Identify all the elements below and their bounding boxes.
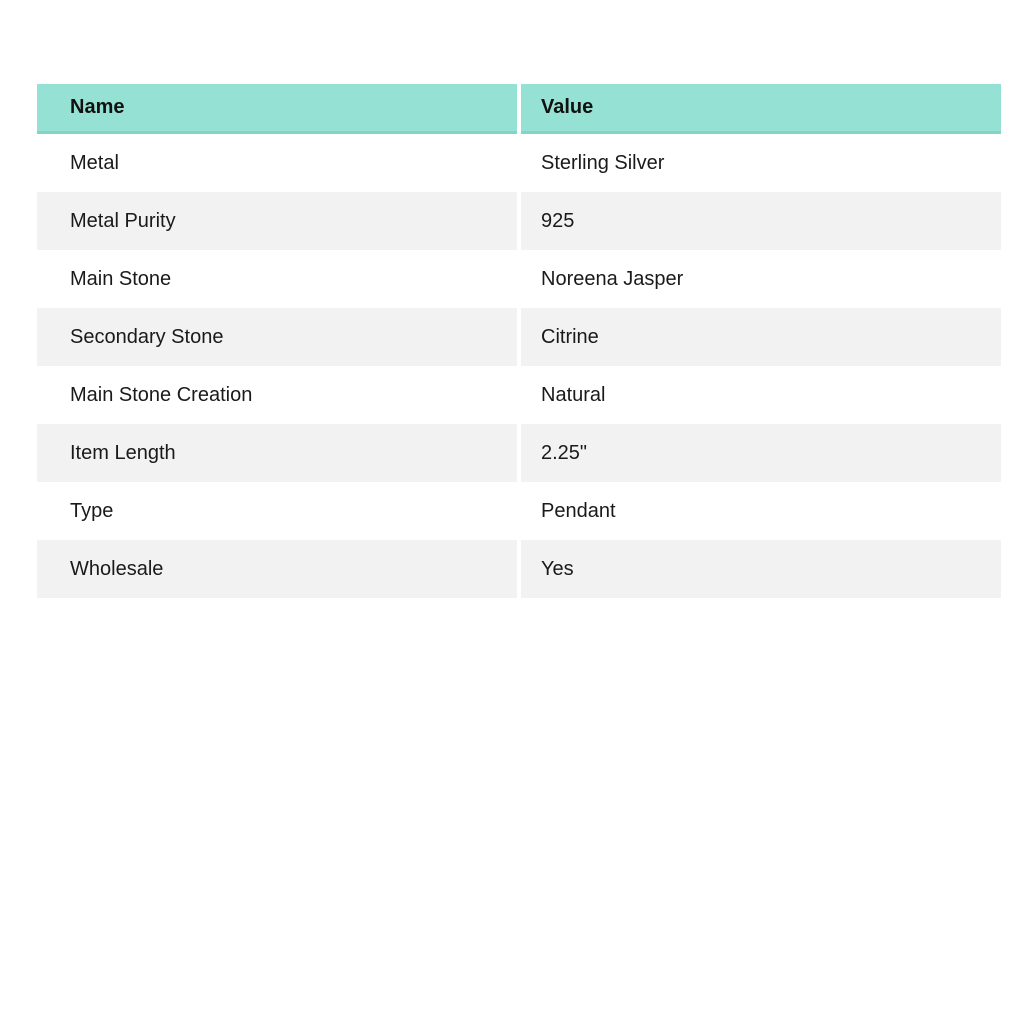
- attribute-name-cell: Wholesale: [37, 540, 519, 598]
- header-row: [37, 84, 1001, 133]
- attribute-name-cell: Metal: [37, 133, 519, 193]
- attribute-name-cell: Metal Purity: [37, 192, 519, 250]
- attribute-value-cell: Noreena Jasper: [519, 250, 1001, 308]
- attribute-value-cell: Sterling Silver: [519, 133, 1001, 193]
- attribute-name-cell: Secondary Stone: [37, 308, 519, 366]
- attribute-value-cell: Citrine: [519, 308, 1001, 366]
- product-attributes-table: [37, 84, 1001, 598]
- table-row: [37, 540, 1001, 598]
- table-row: [37, 482, 1001, 540]
- table-row: [37, 424, 1001, 482]
- attribute-name-cell: Item Length: [37, 424, 519, 482]
- table-row: [37, 250, 1001, 308]
- table-header: [37, 84, 1001, 133]
- table-row: [37, 133, 1001, 193]
- attribute-name-cell: Main Stone Creation: [37, 366, 519, 424]
- column-header-name: Name: [37, 84, 519, 133]
- attribute-value-cell: 925: [519, 192, 1001, 250]
- table-row: [37, 308, 1001, 366]
- table-row: [37, 192, 1001, 250]
- attribute-value-cell: Pendant: [519, 482, 1001, 540]
- attribute-value-cell: Natural: [519, 366, 1001, 424]
- attribute-value-cell: 2.25": [519, 424, 1001, 482]
- table-row: [37, 366, 1001, 424]
- attribute-name-cell: Type: [37, 482, 519, 540]
- attribute-value-cell: Yes: [519, 540, 1001, 598]
- column-header-value: Value: [519, 84, 1001, 133]
- table-body: [37, 133, 1001, 599]
- attribute-name-cell: Main Stone: [37, 250, 519, 308]
